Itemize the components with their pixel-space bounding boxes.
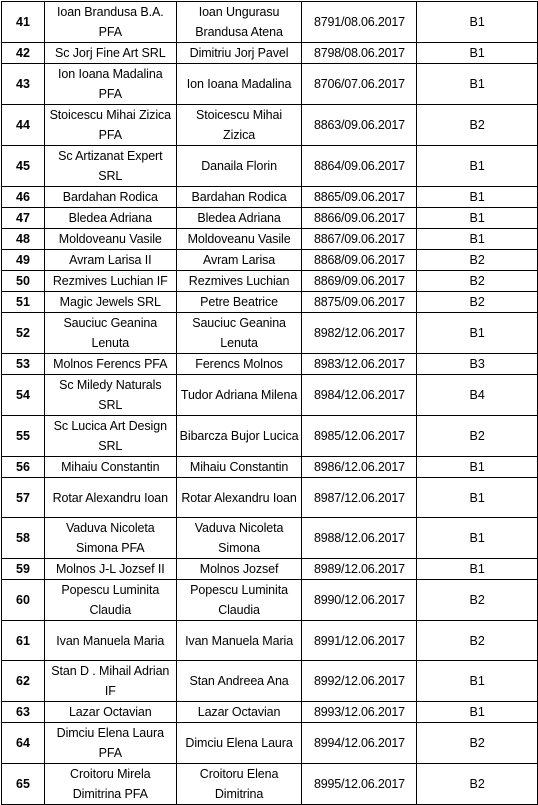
category-code: B1 (417, 187, 538, 208)
row-number: 63 (2, 702, 45, 723)
row-number: 52 (2, 313, 45, 354)
category-code: B2 (417, 723, 538, 764)
table-row (2, 43, 538, 64)
category-code: B2 (417, 105, 538, 146)
registration-number: 8864/09.06.2017 (302, 146, 417, 187)
registry-table (1, 1, 538, 805)
category-code: B2 (417, 292, 538, 313)
registration-number: 8869/09.06.2017 (302, 271, 417, 292)
category-code: B2 (417, 580, 538, 621)
owner-name: Popescu Luminita Claudia (176, 580, 302, 621)
table-row (2, 375, 538, 416)
row-number: 44 (2, 105, 45, 146)
category-code: B1 (417, 146, 538, 187)
applicant-name: Sc Jorj Fine Art SRL (44, 43, 176, 64)
category-code: B3 (417, 354, 538, 375)
table-row (2, 478, 538, 518)
registration-number: 8868/09.06.2017 (302, 250, 417, 271)
applicant-name: Rezmives Luchian IF (44, 271, 176, 292)
owner-name: Stan Andreea Ana (176, 661, 302, 702)
row-number: 61 (2, 621, 45, 661)
applicant-name: Bledea Adriana (44, 208, 176, 229)
row-number: 45 (2, 146, 45, 187)
registry-table-body (2, 2, 538, 805)
applicant-name: Stan D . Mihail Adrian IF (44, 661, 176, 702)
applicant-name: Vaduva Nicoleta Simona PFA (44, 518, 176, 559)
row-number: 54 (2, 375, 45, 416)
category-code: B1 (417, 559, 538, 580)
applicant-name: Mihaiu Constantin (44, 457, 176, 478)
applicant-name: Magic Jewels SRL (44, 292, 176, 313)
category-code: B1 (417, 457, 538, 478)
table-row (2, 292, 538, 313)
owner-name: Lazar Octavian (176, 702, 302, 723)
table-row (2, 208, 538, 229)
category-code: B1 (417, 2, 538, 43)
category-code: B1 (417, 64, 538, 105)
category-code: B1 (417, 702, 538, 723)
registration-number: 8865/09.06.2017 (302, 187, 417, 208)
owner-name: Ivan Manuela Maria (176, 621, 302, 661)
owner-name: Danaila Florin (176, 146, 302, 187)
row-number: 65 (2, 764, 45, 805)
registration-number: 8706/07.06.2017 (302, 64, 417, 105)
table-row (2, 187, 538, 208)
table-row (2, 229, 538, 250)
applicant-name: Avram Larisa II (44, 250, 176, 271)
owner-name: Bledea Adriana (176, 208, 302, 229)
table-row (2, 621, 538, 661)
registration-number: 8990/12.06.2017 (302, 580, 417, 621)
row-number: 51 (2, 292, 45, 313)
applicant-name: Moldoveanu Vasile (44, 229, 176, 250)
table-row (2, 250, 538, 271)
owner-name: Croitoru Elena Dimitrina (176, 764, 302, 805)
table-row (2, 580, 538, 621)
registration-number: 8791/08.06.2017 (302, 2, 417, 43)
category-code: B1 (417, 518, 538, 559)
owner-name: Molnos Jozsef (176, 559, 302, 580)
row-number: 41 (2, 2, 45, 43)
table-row (2, 354, 538, 375)
table-row (2, 313, 538, 354)
row-number: 48 (2, 229, 45, 250)
row-number: 58 (2, 518, 45, 559)
category-code: B1 (417, 313, 538, 354)
table-row (2, 518, 538, 559)
category-code: B1 (417, 661, 538, 702)
row-number: 50 (2, 271, 45, 292)
row-number: 55 (2, 416, 45, 457)
applicant-name: Sauciuc Geanina Lenuta (44, 313, 176, 354)
category-code: B2 (417, 764, 538, 805)
applicant-name: Molnos J-L Jozsef II (44, 559, 176, 580)
registration-number: 8983/12.06.2017 (302, 354, 417, 375)
applicant-name: Rotar Alexandru Ioan (44, 478, 176, 518)
registration-number: 8987/12.06.2017 (302, 478, 417, 518)
row-number: 62 (2, 661, 45, 702)
table-row (2, 661, 538, 702)
registration-number: 8993/12.06.2017 (302, 702, 417, 723)
owner-name: Bardahan Rodica (176, 187, 302, 208)
applicant-name: Ioan Brandusa B.A. PFA (44, 2, 176, 43)
row-number: 43 (2, 64, 45, 105)
owner-name: Rezmives Luchian (176, 271, 302, 292)
applicant-name: Ion Ioana Madalina PFA (44, 64, 176, 105)
owner-name: Dimitriu Jorj Pavel (176, 43, 302, 64)
category-code: B2 (417, 271, 538, 292)
owner-name: Sauciuc Geanina Lenuta (176, 313, 302, 354)
registration-number: 8989/12.06.2017 (302, 559, 417, 580)
row-number: 56 (2, 457, 45, 478)
registration-number: 8985/12.06.2017 (302, 416, 417, 457)
owner-name: Petre Beatrice (176, 292, 302, 313)
row-number: 59 (2, 559, 45, 580)
row-number: 47 (2, 208, 45, 229)
owner-name: Mihaiu Constantin (176, 457, 302, 478)
applicant-name: Dimciu Elena Laura PFA (44, 723, 176, 764)
applicant-name: Molnos Ferencs PFA (44, 354, 176, 375)
table-row (2, 723, 538, 764)
category-code: B1 (417, 43, 538, 64)
applicant-name: Sc Lucica Art Design SRL (44, 416, 176, 457)
applicant-name: Sc Artizanat Expert SRL (44, 146, 176, 187)
owner-name: Moldoveanu Vasile (176, 229, 302, 250)
table-row (2, 559, 538, 580)
table-row (2, 764, 538, 805)
table-row (2, 416, 538, 457)
registration-number: 8866/09.06.2017 (302, 208, 417, 229)
registration-number: 8986/12.06.2017 (302, 457, 417, 478)
category-code: B2 (417, 250, 538, 271)
category-code: B1 (417, 478, 538, 518)
row-number: 57 (2, 478, 45, 518)
row-number: 46 (2, 187, 45, 208)
row-number: 49 (2, 250, 45, 271)
registration-number: 8995/12.06.2017 (302, 764, 417, 805)
owner-name: Dimciu Elena Laura (176, 723, 302, 764)
applicant-name: Popescu Luminita Claudia (44, 580, 176, 621)
table-row (2, 64, 538, 105)
registration-number: 8984/12.06.2017 (302, 375, 417, 416)
category-code: B4 (417, 375, 538, 416)
owner-name: Avram Larisa (176, 250, 302, 271)
owner-name: Ion Ioana Madalina (176, 64, 302, 105)
owner-name: Rotar Alexandru Ioan (176, 478, 302, 518)
table-row (2, 105, 538, 146)
owner-name: Tudor Adriana Milena (176, 375, 302, 416)
row-number: 60 (2, 580, 45, 621)
registration-number: 8875/09.06.2017 (302, 292, 417, 313)
applicant-name: Ivan Manuela Maria (44, 621, 176, 661)
registration-number: 8988/12.06.2017 (302, 518, 417, 559)
owner-name: Vaduva Nicoleta Simona (176, 518, 302, 559)
applicant-name: Lazar Octavian (44, 702, 176, 723)
registration-number: 8867/09.06.2017 (302, 229, 417, 250)
owner-name: Stoicescu Mihai Zizica (176, 105, 302, 146)
row-number: 64 (2, 723, 45, 764)
registration-number: 8994/12.06.2017 (302, 723, 417, 764)
owner-name: Ferencs Molnos (176, 354, 302, 375)
table-row (2, 702, 538, 723)
row-number: 42 (2, 43, 45, 64)
registration-number: 8992/12.06.2017 (302, 661, 417, 702)
table-row (2, 146, 538, 187)
owner-name: Bibarcza Bujor Lucica (176, 416, 302, 457)
registration-number: 8991/12.06.2017 (302, 621, 417, 661)
table-row (2, 457, 538, 478)
applicant-name: Bardahan Rodica (44, 187, 176, 208)
applicant-name: Stoicescu Mihai Zizica PFA (44, 105, 176, 146)
category-code: B2 (417, 621, 538, 661)
registration-number: 8982/12.06.2017 (302, 313, 417, 354)
category-code: B1 (417, 208, 538, 229)
applicant-name: Croitoru Mirela Dimitrina PFA (44, 764, 176, 805)
registration-number: 8798/08.06.2017 (302, 43, 417, 64)
table-row (2, 2, 538, 43)
table-row (2, 271, 538, 292)
category-code: B2 (417, 416, 538, 457)
row-number: 53 (2, 354, 45, 375)
owner-name: Ioan Ungurasu Brandusa Atena (176, 2, 302, 43)
registration-number: 8863/09.06.2017 (302, 105, 417, 146)
category-code: B1 (417, 229, 538, 250)
applicant-name: Sc Miledy Naturals SRL (44, 375, 176, 416)
